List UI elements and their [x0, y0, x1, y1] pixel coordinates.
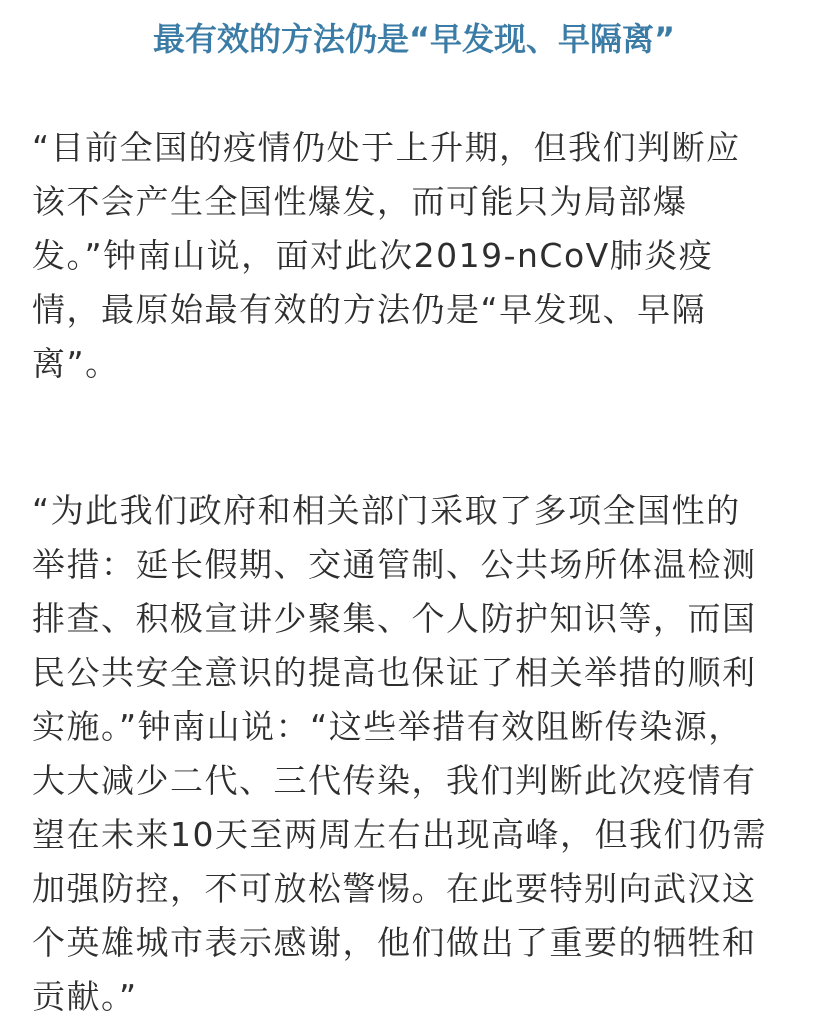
paragraph-line: “目前全国的疫情仍处于上升期，但我们判断应 [32, 128, 741, 167]
paragraph-2 [32, 484, 802, 1024]
paragraph-line: 加强防控，不可放松警惕。在此要特别向武汉这 [32, 869, 757, 908]
paragraph-line: 望在未来10天至两周左右出现高峰，但我们仍需 [32, 815, 767, 854]
paragraph-line: 该不会产生全国性爆发，而可能只为局部爆 [32, 182, 688, 221]
paragraph-line: 个英雄城市表示感谢，他们做出了重要的牺牲和 [32, 923, 757, 962]
paragraph-line: “为此我们政府和相关部门采取了多项全国性的 [32, 491, 741, 530]
paragraph-line: 排查、积极宣讲少聚集、个人防护知识等，而国 [32, 599, 757, 638]
paragraph-line: 情，最原始最有效的方法仍是“早发现、早隔 [32, 290, 707, 329]
section-heading: 最有效的方法仍是“早发现、早隔离” [152, 20, 676, 58]
paragraph-line: 离”。 [32, 344, 120, 383]
paragraph-line: 实施。”钟南山说：“这些举措有效阻断传染源， [32, 707, 743, 746]
paragraph-1 [32, 121, 802, 391]
paragraph-line: 发。”钟南山说，面对此次2019-nCoV肺炎疫 [32, 236, 714, 275]
paragraph-line: 大大减少二代、三代传染，我们判断此次疫情有 [32, 761, 757, 800]
paragraph-line: 民公共安全意识的提高也保证了相关举措的顺利 [32, 653, 757, 692]
paragraph-line: 举措：延长假期、交通管制、公共场所体温检测 [32, 545, 757, 584]
paragraph-line: 贡献。” [32, 977, 138, 1016]
